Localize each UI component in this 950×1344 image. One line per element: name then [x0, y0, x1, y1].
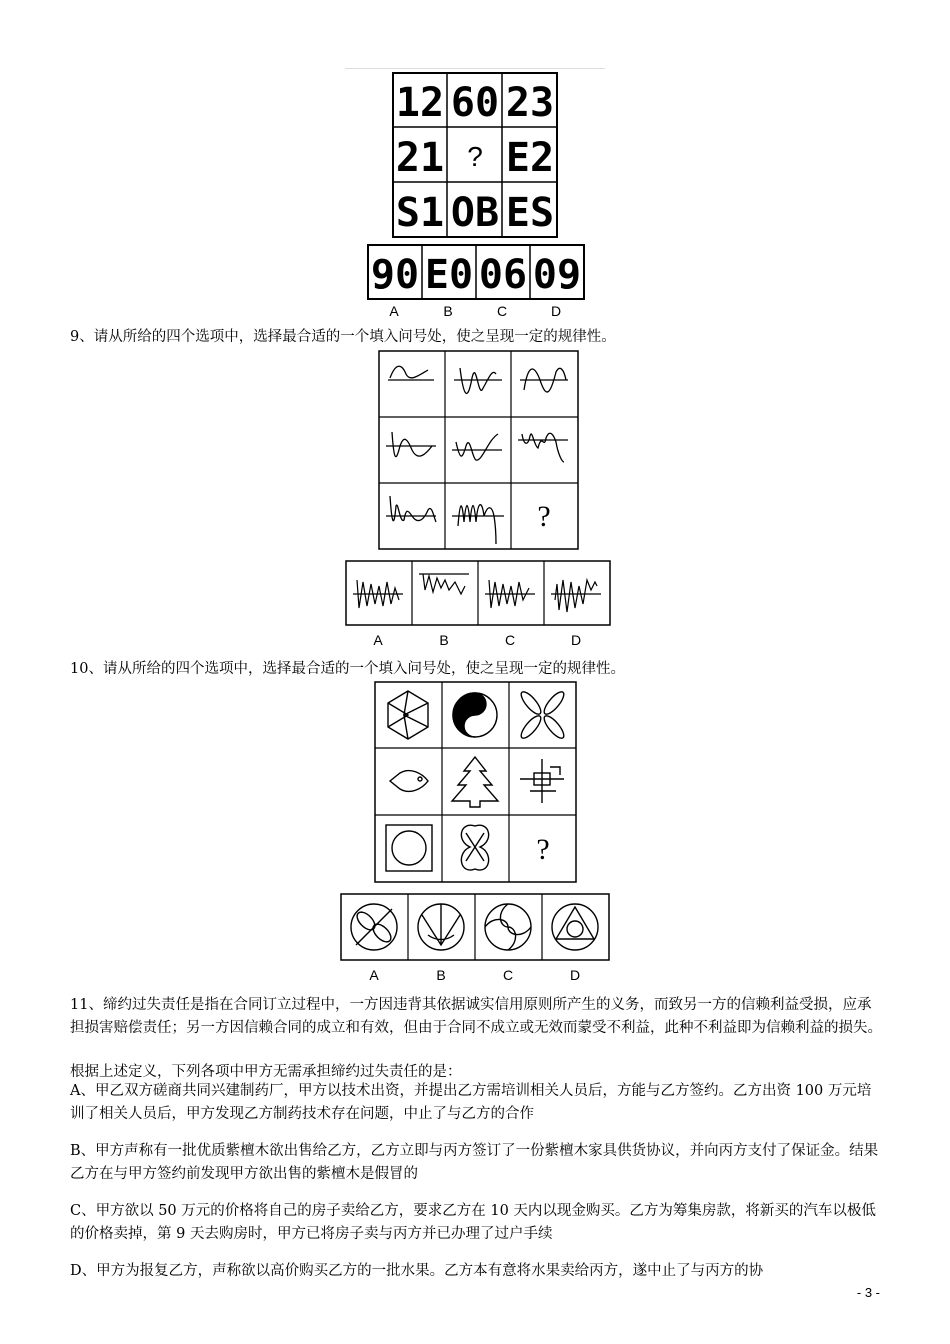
- q9-label-b: B: [439, 632, 449, 648]
- q8-grid: [392, 72, 558, 238]
- q11-option-c: C、甲方欲以 50 万元的价格将自己的房子卖给乙方，要求乙方在 10 天内以现金购买。乙方为筹集房款，将新买的汽车以极低的价格卖掉，第 9 天去购房时，甲方已将房子卖与丙方并已办理了过户手续: [70, 1203, 876, 1242]
- q8-label-a: A: [389, 303, 399, 319]
- q8-cell: 23: [505, 80, 555, 126]
- q11-question: 根据上述定义，下列各项中甲方无需承担缔约过失责任的是：: [70, 1064, 462, 1080]
- q9-wave: [452, 505, 504, 544]
- q9-wave: [388, 366, 434, 380]
- q8-cell: 21: [395, 135, 445, 181]
- q8-label-d: D: [550, 303, 562, 319]
- butterfly-icon: [461, 825, 488, 870]
- q8-cell: OB: [450, 190, 500, 236]
- q9-question-mark: ?: [537, 500, 551, 533]
- q10-question-mark: ?: [536, 833, 550, 866]
- q10-label-b: B: [436, 967, 446, 983]
- q10-label-d: D: [569, 967, 581, 983]
- q9-wave: [386, 496, 436, 522]
- q9-wave: [454, 368, 502, 393]
- q9-wave: [520, 368, 568, 392]
- q11-definition: 11、缔约过失责任是指在合同订立过程中，一方因违背其依据诚实信用原则所产生的义务，而致另一方的信赖利益受损，应承担损害赔偿责任；另一方因信赖合同的成立和有效，但由于合同不成立或无效而蒙受不利益，此种不利益即为信赖利益的损失。: [70, 997, 882, 1036]
- q9-wave: [386, 432, 436, 457]
- yin-yang-icon: [453, 693, 497, 737]
- q8-option-c: 06: [478, 252, 528, 298]
- q11-option-a: A、甲乙双方磋商共同兴建制药厂，甲方以技术出资，并提出乙方需培训相关人员后，方能与乙方签约。乙方出资 100 万元培训了相关人员后，甲方发现乙方制药技术存在问题，中止了与乙方的合作: [70, 1083, 872, 1122]
- q9-label-d: D: [570, 632, 582, 648]
- circle-in-square-icon: [386, 825, 432, 871]
- airplane-icon: [520, 759, 564, 803]
- page-number: - 3 -: [856, 1285, 880, 1300]
- q10-option-a-figure: [351, 904, 397, 950]
- q9-wave: [518, 433, 568, 462]
- q10-option-b-figure: [418, 904, 464, 950]
- tree-icon: [452, 757, 498, 807]
- q10-question: 10、请从所给的四个选项中，选择最合适的一个填入问号处，使之呈现一定的规律性。: [70, 661, 625, 677]
- q8-cell: S1: [395, 190, 445, 236]
- q9-grid: [378, 350, 579, 550]
- q10-grid: [374, 681, 577, 883]
- q8-option-b: E0: [424, 252, 474, 298]
- q9-wave: [452, 434, 502, 460]
- q9-label-c: C: [504, 632, 516, 648]
- q10-option-d-figure: [552, 904, 598, 950]
- q9-option-a-figure: [353, 580, 403, 608]
- q8-label-c: C: [496, 303, 508, 319]
- q8-option-a: 90: [370, 252, 420, 298]
- q10-option-c-figure: [485, 904, 531, 950]
- q9-label-a: A: [373, 632, 383, 648]
- q11-option-b: B、甲方声称有一批优质紫檀木欲出售给乙方，乙方立即与丙方签订了一份紫檀木家具供货协议，并向丙方支付了保证金。结果乙方在与甲方签约前发现甲方欲出售的紫檀木是假冒的: [70, 1143, 879, 1182]
- header-rule: [345, 68, 605, 69]
- q8-cell: 60: [450, 80, 500, 126]
- q10-options: [340, 893, 610, 961]
- propeller-icon: [518, 689, 567, 741]
- fish-icon: [390, 771, 428, 792]
- q9-options: [345, 560, 611, 626]
- pinwheel-icon: [388, 691, 428, 739]
- q8-option-d: 09: [532, 252, 582, 298]
- q9-option-b-figure: [419, 574, 469, 594]
- q9-option-c-figure: [485, 580, 535, 608]
- q9-question: 9、请从所给的四个选项中，选择最合适的一个填入问号处，使之呈现一定的规律性。: [70, 329, 616, 345]
- q8-label-b: B: [443, 303, 453, 319]
- q8-question-mark: ?: [467, 141, 483, 172]
- q8-cell: E2: [505, 135, 555, 181]
- q11-option-d: D、甲方为报复乙方，声称欲以高价购买乙方的一批水果。乙方本有意将水果卖给丙方，遂中止了与丙方的协: [70, 1263, 764, 1279]
- q10-label-c: C: [502, 967, 514, 983]
- q8-options: [367, 244, 585, 300]
- q10-label-a: A: [369, 967, 379, 983]
- q9-option-d-figure: [551, 580, 601, 612]
- q8-cell: ES: [505, 190, 555, 236]
- q8-cell: 12: [395, 80, 445, 126]
